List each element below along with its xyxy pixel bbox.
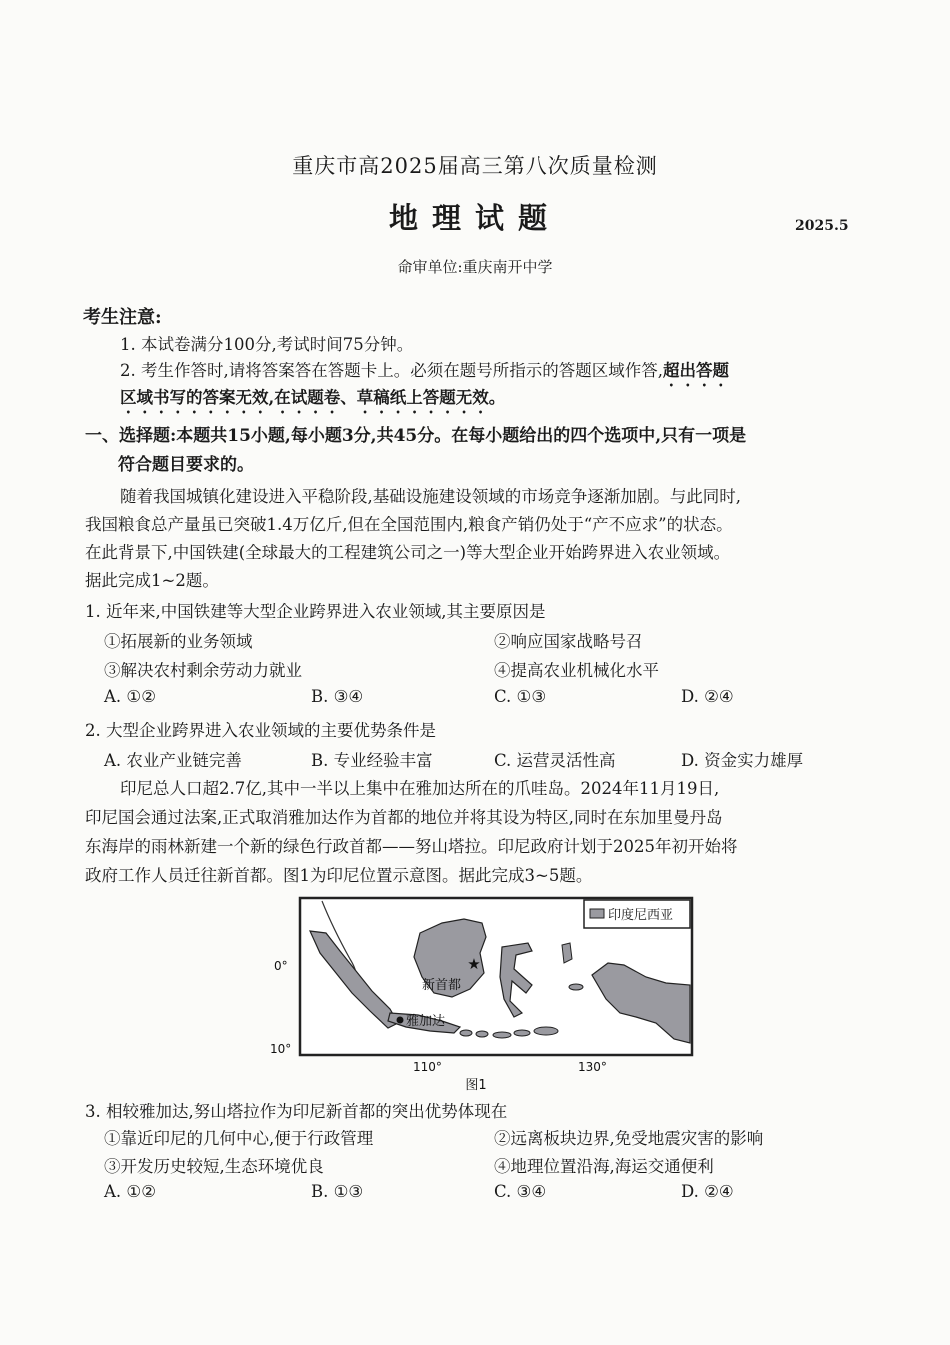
q1-statement: ①拓展新的业务领域 xyxy=(104,632,253,651)
figure-caption: 图1 xyxy=(465,1078,487,1093)
lesser-sunda xyxy=(534,1027,558,1035)
q2-option-b: B. 专业经验丰富 xyxy=(311,751,433,770)
maluku xyxy=(562,943,572,963)
lon-110-label: 110° xyxy=(413,1060,442,1074)
q2-option-d: D. 资金实力雄厚 xyxy=(681,751,804,770)
notice-heading: 考生注意: xyxy=(83,307,162,328)
passage1-line: 在此背景下,中国铁建(全球最大的工程建筑公司之一)等大型企业开始跨界进入农业领域。 xyxy=(85,543,731,562)
notice-item-2-emphasis-a: 超出答题 xyxy=(662,361,729,380)
indonesia-map xyxy=(270,893,700,1093)
notice-item-2-emphasis-b: 区域书写的答案无效,在试题卷、草稿纸上答题无效。 xyxy=(120,388,506,407)
maluku-islet xyxy=(569,984,583,990)
new-capital-star-icon: ★ xyxy=(467,955,481,973)
q1-stem: 1. 近年来,中国铁建等大型企业跨界进入农业领域,其主要原因是 xyxy=(85,602,546,621)
passage2-line: 印尼总人口超2.7亿,其中一半以上集中在雅加达所在的爪哇岛。2024年11月19日, xyxy=(120,779,720,798)
q1-option-b: B. ③④ xyxy=(311,687,364,706)
q3-option-a: A. ①② xyxy=(104,1182,156,1201)
q3-statement: ④地理位置沿海,海运交通便利 xyxy=(494,1157,714,1176)
new-capital-label: 新首都 xyxy=(422,978,462,993)
q2-option-c: C. 运营灵活性高 xyxy=(494,751,616,770)
q3-statement: ①靠近印尼的几何中心,便于行政管理 xyxy=(104,1129,374,1148)
jakarta-label: 雅加达 xyxy=(406,1014,446,1029)
passage2-line: 东海岸的雨林新建一个新的绿色行政首都——努山塔拉。印尼政府计划于2025年初开始将 xyxy=(85,837,738,856)
q1-statement: ②响应国家战略号召 xyxy=(494,632,643,651)
q3-stem: 3. 相较雅加达,努山塔拉作为印尼新首都的突出优势体现在 xyxy=(85,1102,508,1121)
passage2-line: 印尼国会通过法案,正式取消雅加达作为首都的地位并将其设为特区,同时在东加里曼丹岛 xyxy=(85,808,723,827)
q1-option-d: D. ②④ xyxy=(681,687,734,706)
notice-item-1: 1. 本试卷满分100分,考试时间75分钟。 xyxy=(120,335,414,354)
subject-title: 地理试题 xyxy=(388,201,561,235)
passage1-line: 我国粮食总产量虽已突破1.4万亿斤,但在全国范围内,粮食产销仍处于“产不应求”的状态。 xyxy=(85,515,733,534)
lesser-sunda xyxy=(493,1032,511,1038)
q1-option-c: C. ①③ xyxy=(494,687,547,706)
lon-130-label: 130° xyxy=(578,1060,607,1074)
q1-option-a: A. ①② xyxy=(104,687,156,706)
q2-option-a: A. 农业产业链完善 xyxy=(104,751,242,770)
section-heading: 一、选择题:本题共15小题,每小题3分,共45分。在每小题给出的四个选项中,只有一项是 xyxy=(85,426,747,446)
notice-item-2-text: 2. 考生作答时,请将答案答在答题卡上。必须在题号所指示的答题区域作答, xyxy=(120,361,663,380)
lesser-sunda xyxy=(514,1030,530,1036)
exam-date: 2025.5 xyxy=(795,218,849,234)
q2-stem: 2. 大型企业跨界进入农业领域的主要优势条件是 xyxy=(85,721,436,740)
passage1-line: 随着我国城镇化建设进入平稳阶段,基础设施建设领域的市场竞争逐渐加剧。与此同时, xyxy=(120,487,741,506)
legend-swatch xyxy=(590,909,604,918)
jakarta-dot-icon xyxy=(397,1017,404,1024)
setter-unit: 命审单位:重庆南开中学 xyxy=(397,258,553,276)
lat-10-label: 10° xyxy=(270,1042,292,1056)
lat-0-label: 0° xyxy=(274,959,288,973)
q1-statement: ④提高农业机械化水平 xyxy=(494,661,659,680)
passage2-line: 政府工作人员迁往新首都。图1为印尼位置示意图。据此完成3~5题。 xyxy=(85,866,593,885)
q3-option-c: C. ③④ xyxy=(494,1182,547,1201)
legend-label: 印度尼西亚 xyxy=(608,908,674,923)
q3-option-d: D. ②④ xyxy=(681,1182,734,1201)
q1-statement: ③解决农村剩余劳动力就业 xyxy=(104,661,302,680)
q3-option-b: B. ①③ xyxy=(311,1182,364,1201)
q3-statement: ②远离板块边界,免受地震灾害的影响 xyxy=(494,1129,764,1148)
section-heading-cont: 符合题目要求的。 xyxy=(118,455,254,475)
exam-title: 重庆市高2025届高三第八次质量检测 xyxy=(292,154,658,178)
q3-statement: ③开发历史较短,生态环境优良 xyxy=(104,1157,324,1176)
passage1-line: 据此完成1~2题。 xyxy=(85,571,219,590)
lesser-sunda xyxy=(476,1031,488,1037)
lesser-sunda xyxy=(460,1030,472,1036)
